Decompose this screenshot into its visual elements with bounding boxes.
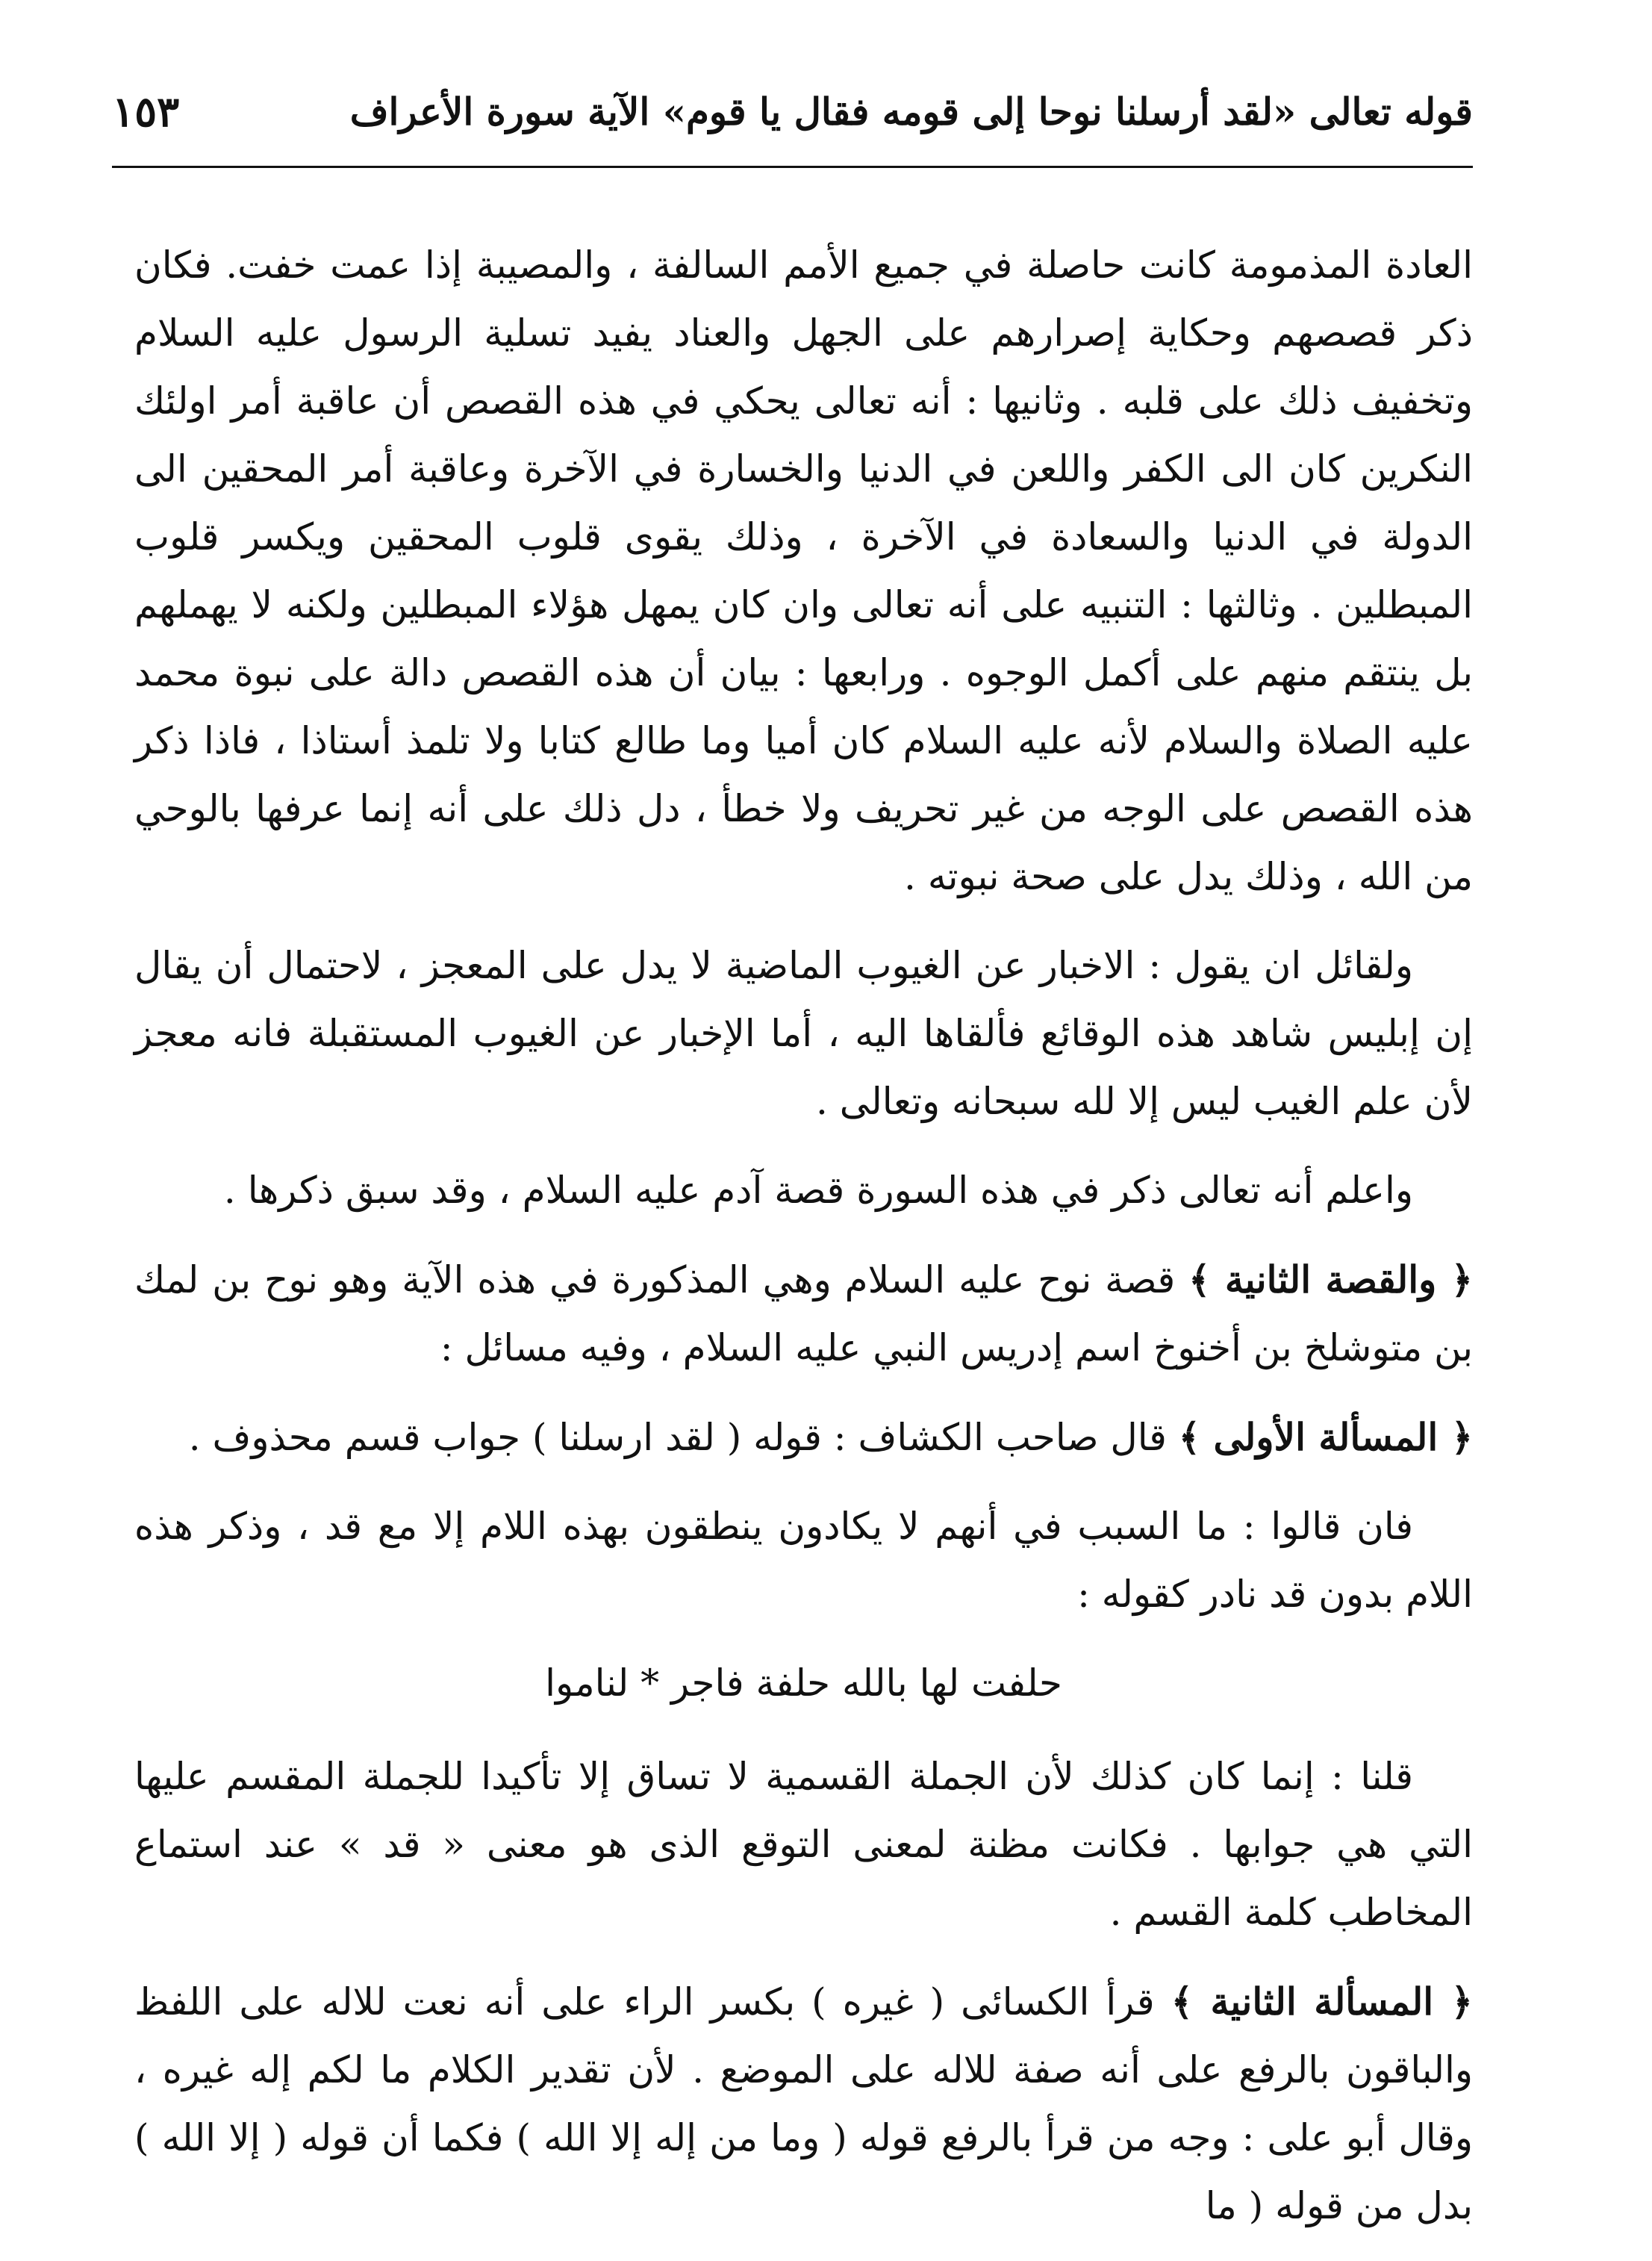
paragraph-6: فان قالوا : ما السبب في أنهم لا يكادون ينطقون بهذه اللام إلا مع قد ، وذكر هذه اللام بدون قد نادر كقوله : [134,1505,1473,1616]
paragraph-7: قلنا : إنما كان كذلك لأن الجملة القسمية لا تساق إلا تأكيدا للجملة المقسم عليها التي هي جوابها . فكانت مظنة لمعنى التوقع الذى هو معنى « قد » عند استماع المخاطب كلمة القسم . [134,1755,1473,1934]
paragraph-5-text: قال صاحب الكشاف : قوله ( لقد ارسلنا ) جواب قسم محذوف . [188,1416,1167,1459]
paragraph-8-text: قرأ الكسائى ( غيره ) بكسر الراء على أنه نعت للاله على اللفظ والباقون بالرفع على أنه صفة للاله على الموضع . لأن تقدير الكلام ما لكم إله غيره ، وقال أبو على : وجه من قرأ بالرفع قوله ( وما من إله إلا الله ) فكما أن قوله ( إلا الله ) بدل من قوله ( ما [134,1980,1473,2227]
poetry-verse: حلفت لها بالله حلفة فاجر * لناموا [545,1661,1062,1705]
page-number: ١٥٣ [112,87,180,137]
paragraph-5 [134,1403,1473,1472]
section-label-first-issue: ﴿ المسألة الأولى ﴾ [1178,1415,1473,1459]
section-label-second-issue: ﴿ المسألة الثانية ﴾ [1171,1979,1473,2024]
header-title: قوله تعالى «لقد أرسلنا نوحا إلى قومه فقال يا قوم» الآية سورة الأعراف [349,90,1473,134]
body-text [134,231,1473,2261]
paragraph-8 [134,1968,1473,2240]
paragraph-1: العادة المذمومة كانت حاصلة في جميع الأمم السالفة ، والمصيبة إذا عمت خفت. فكان ذكر قصصهم وحكاية إصرارهم على الجهل والعناد يفيد تسلية الرسول عليه السلام وتخفيف ذلك على قلبه . وثانيها : أنه تعالى يحكي في هذه القصص أن عاقبة أمر اولئك النكرين كان الى الكفر واللعن في الدنيا والخسارة في الآخرة وعاقبة أمر المحقين الى الدولة في الدنيا والسعادة في الآخرة ، وذلك يقوى قلوب المحقين ويكسر قلوب المبطلين . وثالثها : التنبيه على أنه تعالى وان كان يمهل هؤلاء المبطلين ولكنه لا يهملهم بل ينتقم منهم على أكمل الوجوه . ورابعها : بيان أن هذه القصص دالة على نبوة محمد عليه الصلاة والسلام لأنه عليه السلام كان أميا وما طالع كتابا ولا تلمذ أستاذا ، فاذا ذكر هذه القصص على الوجه من غير تحريف ولا خطأ ، دل ذلك على أنه إنما عرفها بالوحي من الله ، وذلك يدل على صحة نبوته . [134,243,1473,898]
section-label-second-story: ﴿ والقصة الثانية ﴾ [1188,1257,1473,1301]
header-divider [112,166,1473,168]
paragraph-4-text: قصة نوح عليه السلام وهي المذكورة في هذه الآية وهو نوح بن لمك بن متوشلخ بن أخنوخ اسم إدريس النبي عليه السلام ، وفيه مسائل : [134,1258,1473,1369]
paragraph-3: واعلم أنه تعالى ذكر في هذه السورة قصة آدم عليه السلام ، وقد سبق ذكرها . [223,1169,1413,1212]
paragraph-2: ولقائل ان يقول : الاخبار عن الغيوب الماضية لا يدل على المعجز ، لاحتمال أن يقال إن إبليس شاهد هذه الوقائع فألقاها اليه ، أما الإخبار عن الغيوب المستقبلة فانه معجز لأن علم الغيب ليس إلا لله سبحانه وتعالى . [134,944,1473,1123]
running-header [112,71,1473,153]
paragraph-4 [134,1245,1473,1382]
